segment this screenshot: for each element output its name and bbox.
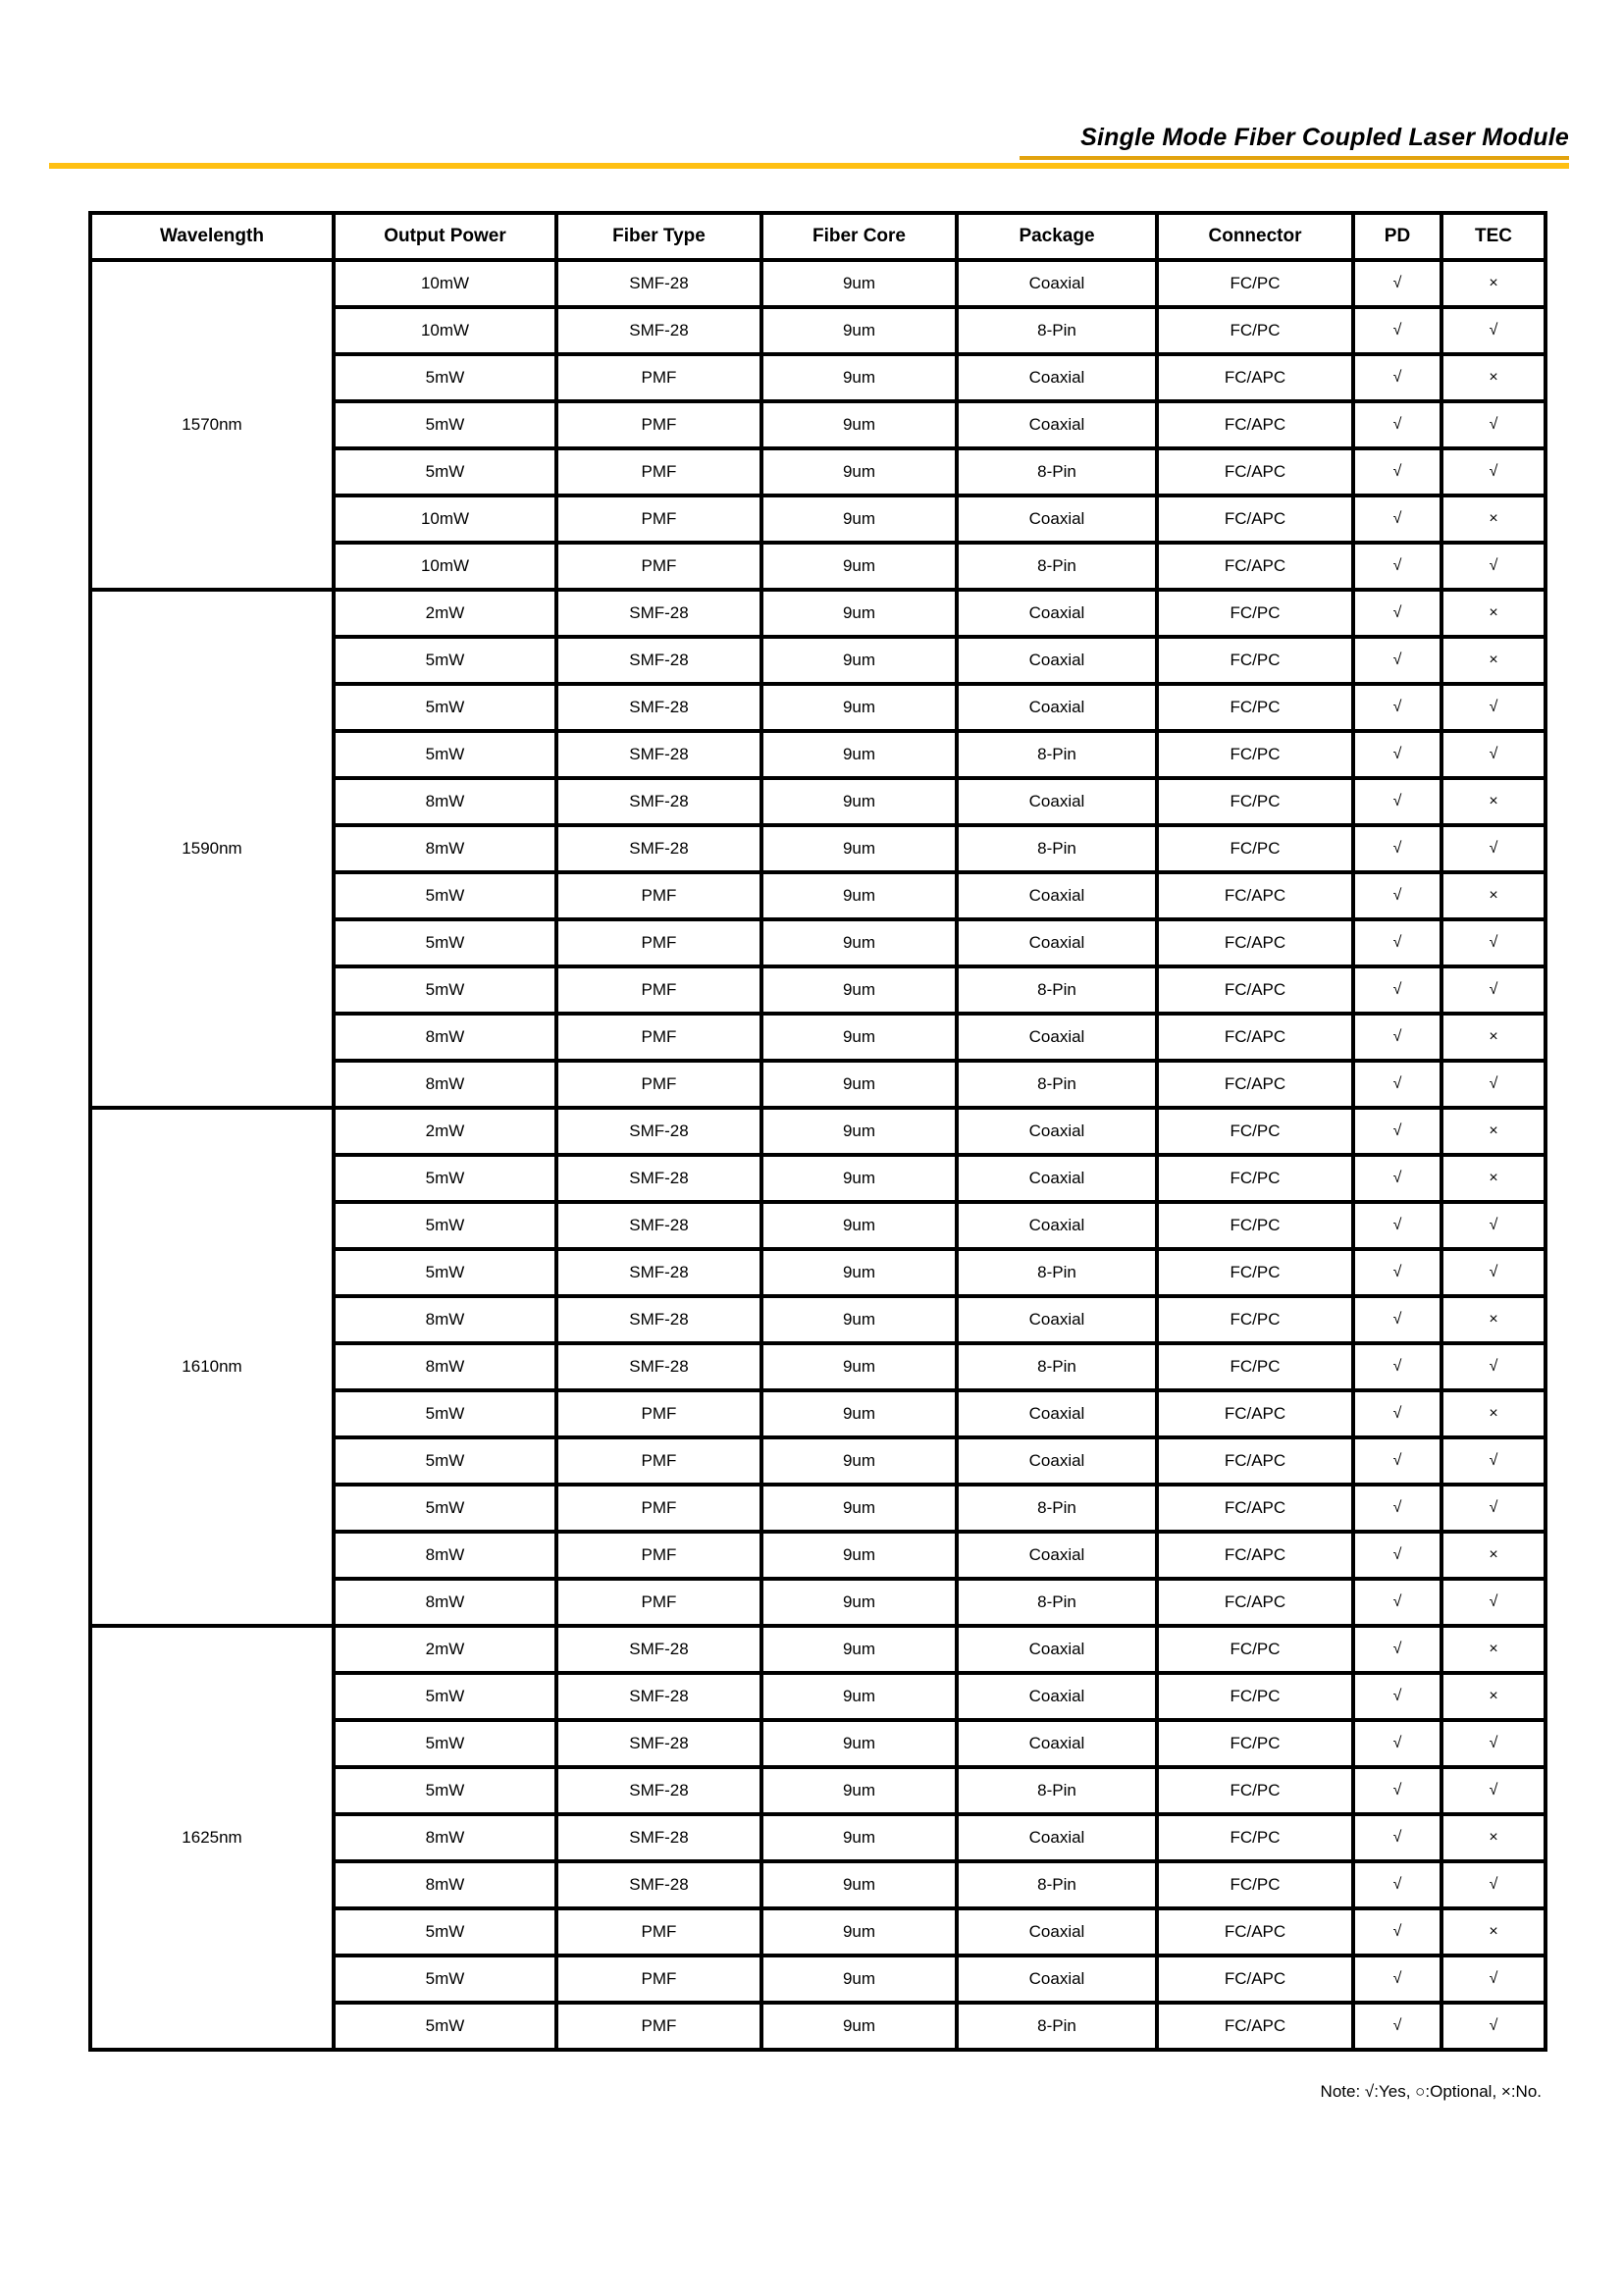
cell-fiber-core: 9um xyxy=(761,354,957,401)
cell-fiber-type: PMF xyxy=(556,1956,761,2003)
wavelength-cell: 1590nm xyxy=(90,590,334,1108)
cell-output-power: 5mW xyxy=(334,684,556,731)
cell-tec: √ xyxy=(1441,1061,1545,1108)
cell-connector: FC/APC xyxy=(1157,919,1353,966)
cell-connector: FC/PC xyxy=(1157,825,1353,872)
cell-package: Coaxial xyxy=(957,1908,1157,1956)
cell-connector: FC/PC xyxy=(1157,1155,1353,1202)
cell-connector: FC/APC xyxy=(1157,872,1353,919)
cell-fiber-core: 9um xyxy=(761,1485,957,1532)
cell-package: Coaxial xyxy=(957,1390,1157,1437)
cell-package: 8-Pin xyxy=(957,307,1157,354)
cell-tec: × xyxy=(1441,1626,1545,1673)
cell-package: Coaxial xyxy=(957,684,1157,731)
cell-package: Coaxial xyxy=(957,778,1157,825)
cell-fiber-type: SMF-28 xyxy=(556,1673,761,1720)
cell-fiber-type: PMF xyxy=(556,1579,761,1626)
cell-fiber-core: 9um xyxy=(761,1437,957,1485)
cell-tec: √ xyxy=(1441,1202,1545,1249)
wavelength-cell: 1625nm xyxy=(90,1626,334,2050)
cell-tec: √ xyxy=(1441,2003,1545,2050)
cell-output-power: 5mW xyxy=(334,872,556,919)
cell-output-power: 8mW xyxy=(334,1532,556,1579)
cell-connector: FC/APC xyxy=(1157,543,1353,590)
cell-package: Coaxial xyxy=(957,1532,1157,1579)
cell-pd: √ xyxy=(1353,1579,1441,1626)
cell-connector: FC/PC xyxy=(1157,684,1353,731)
page-horizontal-rule xyxy=(49,163,1569,169)
cell-output-power: 5mW xyxy=(334,1767,556,1814)
cell-fiber-type: SMF-28 xyxy=(556,1155,761,1202)
cell-fiber-type: SMF-28 xyxy=(556,1343,761,1390)
cell-package: Coaxial xyxy=(957,1720,1157,1767)
cell-connector: FC/PC xyxy=(1157,1720,1353,1767)
legend-note: Note: √:Yes, ○:Optional, ×:No. xyxy=(1320,2082,1542,2101)
cell-output-power: 2mW xyxy=(334,1626,556,1673)
cell-fiber-type: PMF xyxy=(556,496,761,543)
cell-tec: √ xyxy=(1441,401,1545,448)
table-row xyxy=(90,260,1545,307)
cell-fiber-type: SMF-28 xyxy=(556,731,761,778)
cell-fiber-core: 9um xyxy=(761,1579,957,1626)
cell-pd: √ xyxy=(1353,1343,1441,1390)
header-package: Package xyxy=(957,213,1157,260)
cell-fiber-core: 9um xyxy=(761,919,957,966)
cell-fiber-core: 9um xyxy=(761,637,957,684)
cell-output-power: 5mW xyxy=(334,966,556,1014)
cell-fiber-core: 9um xyxy=(761,872,957,919)
cell-output-power: 8mW xyxy=(334,1296,556,1343)
cell-fiber-core: 9um xyxy=(761,307,957,354)
cell-fiber-core: 9um xyxy=(761,401,957,448)
cell-fiber-type: PMF xyxy=(556,1390,761,1437)
cell-output-power: 8mW xyxy=(334,1061,556,1108)
cell-output-power: 5mW xyxy=(334,1155,556,1202)
cell-output-power: 10mW xyxy=(334,543,556,590)
header-fiber-type: Fiber Type xyxy=(556,213,761,260)
cell-output-power: 8mW xyxy=(334,1014,556,1061)
cell-package: 8-Pin xyxy=(957,1343,1157,1390)
spec-table-body xyxy=(90,260,1545,2050)
cell-output-power: 8mW xyxy=(334,1861,556,1908)
cell-tec: × xyxy=(1441,1108,1545,1155)
cell-tec: √ xyxy=(1441,1861,1545,1908)
cell-output-power: 5mW xyxy=(334,1437,556,1485)
cell-tec: √ xyxy=(1441,966,1545,1014)
cell-fiber-type: SMF-28 xyxy=(556,1108,761,1155)
header-fiber-core: Fiber Core xyxy=(761,213,957,260)
header-wavelength: Wavelength xyxy=(90,213,334,260)
cell-connector: FC/PC xyxy=(1157,1343,1353,1390)
cell-output-power: 5mW xyxy=(334,1249,556,1296)
cell-package: Coaxial xyxy=(957,872,1157,919)
cell-output-power: 8mW xyxy=(334,1343,556,1390)
cell-fiber-core: 9um xyxy=(761,1061,957,1108)
cell-tec: √ xyxy=(1441,1767,1545,1814)
cell-fiber-type: SMF-28 xyxy=(556,1249,761,1296)
cell-pd: √ xyxy=(1353,590,1441,637)
cell-package: 8-Pin xyxy=(957,448,1157,496)
cell-connector: FC/APC xyxy=(1157,1061,1353,1108)
cell-output-power: 8mW xyxy=(334,1579,556,1626)
cell-fiber-core: 9um xyxy=(761,1814,957,1861)
cell-output-power: 8mW xyxy=(334,825,556,872)
cell-fiber-core: 9um xyxy=(761,1673,957,1720)
cell-package: Coaxial xyxy=(957,1673,1157,1720)
cell-fiber-core: 9um xyxy=(761,1108,957,1155)
header-tec: TEC xyxy=(1441,213,1545,260)
cell-output-power: 5mW xyxy=(334,1908,556,1956)
cell-pd: √ xyxy=(1353,1249,1441,1296)
cell-tec: √ xyxy=(1441,919,1545,966)
cell-pd: √ xyxy=(1353,1861,1441,1908)
cell-fiber-type: PMF xyxy=(556,919,761,966)
cell-fiber-type: SMF-28 xyxy=(556,1626,761,1673)
cell-fiber-core: 9um xyxy=(761,966,957,1014)
cell-fiber-core: 9um xyxy=(761,1155,957,1202)
cell-connector: FC/APC xyxy=(1157,1908,1353,1956)
cell-fiber-type: PMF xyxy=(556,1014,761,1061)
cell-fiber-core: 9um xyxy=(761,1296,957,1343)
cell-fiber-type: PMF xyxy=(556,401,761,448)
cell-package: 8-Pin xyxy=(957,1767,1157,1814)
cell-connector: FC/APC xyxy=(1157,2003,1353,2050)
cell-pd: √ xyxy=(1353,1485,1441,1532)
laser-module-spec-table xyxy=(88,211,1547,2052)
table-row xyxy=(90,1626,1545,1673)
cell-pd: √ xyxy=(1353,307,1441,354)
cell-fiber-core: 9um xyxy=(761,1249,957,1296)
cell-pd: √ xyxy=(1353,1437,1441,1485)
cell-pd: √ xyxy=(1353,825,1441,872)
cell-fiber-type: PMF xyxy=(556,1061,761,1108)
cell-fiber-type: PMF xyxy=(556,872,761,919)
cell-connector: FC/APC xyxy=(1157,1437,1353,1485)
cell-package: Coaxial xyxy=(957,919,1157,966)
cell-fiber-core: 9um xyxy=(761,1202,957,1249)
cell-output-power: 8mW xyxy=(334,778,556,825)
cell-output-power: 2mW xyxy=(334,590,556,637)
cell-package: 8-Pin xyxy=(957,825,1157,872)
wavelength-cell: 1570nm xyxy=(90,260,334,590)
cell-tec: √ xyxy=(1441,825,1545,872)
cell-connector: FC/PC xyxy=(1157,1814,1353,1861)
cell-pd: √ xyxy=(1353,1014,1441,1061)
cell-connector: FC/PC xyxy=(1157,1767,1353,1814)
cell-package: 8-Pin xyxy=(957,731,1157,778)
cell-tec: √ xyxy=(1441,1343,1545,1390)
cell-tec: × xyxy=(1441,1814,1545,1861)
cell-tec: × xyxy=(1441,590,1545,637)
cell-output-power: 5mW xyxy=(334,1202,556,1249)
cell-package: 8-Pin xyxy=(957,966,1157,1014)
cell-output-power: 5mW xyxy=(334,354,556,401)
cell-fiber-type: SMF-28 xyxy=(556,1202,761,1249)
cell-fiber-core: 9um xyxy=(761,1956,957,2003)
cell-package: Coaxial xyxy=(957,354,1157,401)
cell-tec: √ xyxy=(1441,1956,1545,2003)
cell-connector: FC/PC xyxy=(1157,1202,1353,1249)
cell-fiber-type: SMF-28 xyxy=(556,1767,761,1814)
cell-pd: √ xyxy=(1353,1202,1441,1249)
cell-fiber-type: PMF xyxy=(556,354,761,401)
cell-pd: √ xyxy=(1353,778,1441,825)
cell-pd: √ xyxy=(1353,1390,1441,1437)
cell-fiber-core: 9um xyxy=(761,1343,957,1390)
cell-pd: √ xyxy=(1353,1532,1441,1579)
cell-fiber-type: SMF-28 xyxy=(556,1720,761,1767)
cell-package: 8-Pin xyxy=(957,1579,1157,1626)
cell-output-power: 5mW xyxy=(334,637,556,684)
cell-tec: √ xyxy=(1441,307,1545,354)
cell-pd: √ xyxy=(1353,2003,1441,2050)
header-output-power: Output Power xyxy=(334,213,556,260)
cell-tec: × xyxy=(1441,1390,1545,1437)
cell-output-power: 8mW xyxy=(334,1814,556,1861)
cell-fiber-core: 9um xyxy=(761,543,957,590)
table-header-row xyxy=(90,213,1545,260)
cell-connector: FC/APC xyxy=(1157,448,1353,496)
cell-pd: √ xyxy=(1353,543,1441,590)
cell-pd: √ xyxy=(1353,1767,1441,1814)
cell-connector: FC/APC xyxy=(1157,354,1353,401)
cell-pd: √ xyxy=(1353,401,1441,448)
cell-tec: × xyxy=(1441,637,1545,684)
cell-connector: FC/PC xyxy=(1157,731,1353,778)
cell-connector: FC/APC xyxy=(1157,1532,1353,1579)
cell-tec: √ xyxy=(1441,543,1545,590)
cell-pd: √ xyxy=(1353,637,1441,684)
cell-package: Coaxial xyxy=(957,260,1157,307)
cell-pd: √ xyxy=(1353,1061,1441,1108)
cell-connector: FC/APC xyxy=(1157,1390,1353,1437)
cell-fiber-core: 9um xyxy=(761,778,957,825)
cell-connector: FC/PC xyxy=(1157,1249,1353,1296)
cell-output-power: 5mW xyxy=(334,401,556,448)
cell-tec: √ xyxy=(1441,1437,1545,1485)
cell-fiber-type: PMF xyxy=(556,543,761,590)
cell-pd: √ xyxy=(1353,1956,1441,2003)
cell-package: 8-Pin xyxy=(957,2003,1157,2050)
cell-output-power: 2mW xyxy=(334,1108,556,1155)
header-pd: PD xyxy=(1353,213,1441,260)
cell-connector: FC/APC xyxy=(1157,1485,1353,1532)
page-title: Single Mode Fiber Coupled Laser Module xyxy=(1080,124,1569,151)
cell-output-power: 5mW xyxy=(334,1485,556,1532)
cell-connector: FC/APC xyxy=(1157,496,1353,543)
cell-tec: × xyxy=(1441,778,1545,825)
cell-fiber-type: PMF xyxy=(556,1908,761,1956)
cell-tec: × xyxy=(1441,1155,1545,1202)
cell-fiber-type: PMF xyxy=(556,1485,761,1532)
cell-tec: × xyxy=(1441,1908,1545,1956)
cell-pd: √ xyxy=(1353,684,1441,731)
cell-pd: √ xyxy=(1353,1908,1441,1956)
cell-package: Coaxial xyxy=(957,1296,1157,1343)
wavelength-cell: 1610nm xyxy=(90,1108,334,1626)
cell-fiber-core: 9um xyxy=(761,1390,957,1437)
cell-package: Coaxial xyxy=(957,401,1157,448)
cell-pd: √ xyxy=(1353,872,1441,919)
cell-pd: √ xyxy=(1353,1626,1441,1673)
cell-tec: √ xyxy=(1441,731,1545,778)
cell-pd: √ xyxy=(1353,1155,1441,1202)
cell-package: Coaxial xyxy=(957,496,1157,543)
cell-package: Coaxial xyxy=(957,1956,1157,2003)
cell-fiber-core: 9um xyxy=(761,590,957,637)
cell-output-power: 5mW xyxy=(334,1673,556,1720)
cell-tec: × xyxy=(1441,1296,1545,1343)
cell-fiber-core: 9um xyxy=(761,825,957,872)
cell-fiber-type: SMF-28 xyxy=(556,260,761,307)
cell-package: Coaxial xyxy=(957,1626,1157,1673)
cell-connector: FC/PC xyxy=(1157,1626,1353,1673)
cell-package: Coaxial xyxy=(957,1108,1157,1155)
cell-output-power: 5mW xyxy=(334,731,556,778)
cell-connector: FC/APC xyxy=(1157,1956,1353,2003)
cell-fiber-core: 9um xyxy=(761,1626,957,1673)
cell-fiber-type: SMF-28 xyxy=(556,1814,761,1861)
cell-tec: × xyxy=(1441,872,1545,919)
cell-tec: √ xyxy=(1441,1249,1545,1296)
cell-connector: FC/PC xyxy=(1157,590,1353,637)
cell-connector: FC/PC xyxy=(1157,1673,1353,1720)
cell-pd: √ xyxy=(1353,496,1441,543)
cell-fiber-type: SMF-28 xyxy=(556,307,761,354)
cell-connector: FC/PC xyxy=(1157,307,1353,354)
cell-fiber-type: SMF-28 xyxy=(556,1861,761,1908)
cell-pd: √ xyxy=(1353,448,1441,496)
cell-package: 8-Pin xyxy=(957,543,1157,590)
cell-fiber-core: 9um xyxy=(761,260,957,307)
cell-pd: √ xyxy=(1353,966,1441,1014)
cell-pd: √ xyxy=(1353,1673,1441,1720)
cell-package: Coaxial xyxy=(957,1014,1157,1061)
cell-output-power: 5mW xyxy=(334,1720,556,1767)
cell-package: Coaxial xyxy=(957,1437,1157,1485)
cell-fiber-core: 9um xyxy=(761,731,957,778)
cell-connector: FC/PC xyxy=(1157,1108,1353,1155)
table-row xyxy=(90,590,1545,637)
cell-pd: √ xyxy=(1353,354,1441,401)
cell-pd: √ xyxy=(1353,1720,1441,1767)
cell-fiber-type: SMF-28 xyxy=(556,1296,761,1343)
header-connector: Connector xyxy=(1157,213,1353,260)
cell-fiber-type: PMF xyxy=(556,2003,761,2050)
cell-fiber-type: SMF-28 xyxy=(556,684,761,731)
cell-output-power: 10mW xyxy=(334,307,556,354)
cell-tec: √ xyxy=(1441,684,1545,731)
cell-pd: √ xyxy=(1353,919,1441,966)
cell-package: 8-Pin xyxy=(957,1861,1157,1908)
cell-package: 8-Pin xyxy=(957,1061,1157,1108)
cell-tec: √ xyxy=(1441,1579,1545,1626)
cell-output-power: 5mW xyxy=(334,919,556,966)
cell-connector: FC/PC xyxy=(1157,778,1353,825)
cell-pd: √ xyxy=(1353,260,1441,307)
cell-package: 8-Pin xyxy=(957,1485,1157,1532)
cell-tec: × xyxy=(1441,1014,1545,1061)
table-header xyxy=(90,213,1545,260)
cell-fiber-core: 9um xyxy=(761,448,957,496)
cell-connector: FC/PC xyxy=(1157,1861,1353,1908)
cell-tec: × xyxy=(1441,260,1545,307)
cell-tec: × xyxy=(1441,496,1545,543)
cell-tec: √ xyxy=(1441,1720,1545,1767)
cell-pd: √ xyxy=(1353,731,1441,778)
cell-connector: FC/APC xyxy=(1157,966,1353,1014)
cell-tec: × xyxy=(1441,354,1545,401)
cell-fiber-type: SMF-28 xyxy=(556,778,761,825)
cell-tec: × xyxy=(1441,1532,1545,1579)
cell-package: Coaxial xyxy=(957,1202,1157,1249)
cell-connector: FC/PC xyxy=(1157,260,1353,307)
cell-pd: √ xyxy=(1353,1296,1441,1343)
cell-output-power: 5mW xyxy=(334,1956,556,2003)
cell-tec: √ xyxy=(1441,1485,1545,1532)
cell-connector: FC/APC xyxy=(1157,1014,1353,1061)
cell-package: Coaxial xyxy=(957,1814,1157,1861)
cell-package: 8-Pin xyxy=(957,1249,1157,1296)
cell-fiber-core: 9um xyxy=(761,1532,957,1579)
cell-connector: FC/APC xyxy=(1157,401,1353,448)
cell-fiber-core: 9um xyxy=(761,2003,957,2050)
cell-pd: √ xyxy=(1353,1108,1441,1155)
cell-fiber-core: 9um xyxy=(761,1767,957,1814)
cell-fiber-type: PMF xyxy=(556,966,761,1014)
cell-fiber-type: PMF xyxy=(556,1532,761,1579)
cell-fiber-type: PMF xyxy=(556,448,761,496)
cell-pd: √ xyxy=(1353,1814,1441,1861)
cell-fiber-type: SMF-28 xyxy=(556,825,761,872)
cell-tec: √ xyxy=(1441,448,1545,496)
cell-fiber-core: 9um xyxy=(761,496,957,543)
cell-package: Coaxial xyxy=(957,637,1157,684)
cell-connector: FC/PC xyxy=(1157,637,1353,684)
cell-output-power: 10mW xyxy=(334,260,556,307)
title-underline-rule xyxy=(1020,156,1569,160)
cell-output-power: 10mW xyxy=(334,496,556,543)
cell-output-power: 5mW xyxy=(334,448,556,496)
cell-output-power: 5mW xyxy=(334,2003,556,2050)
cell-fiber-core: 9um xyxy=(761,684,957,731)
cell-fiber-core: 9um xyxy=(761,1720,957,1767)
cell-package: Coaxial xyxy=(957,1155,1157,1202)
cell-tec: × xyxy=(1441,1673,1545,1720)
cell-fiber-type: SMF-28 xyxy=(556,637,761,684)
cell-connector: FC/APC xyxy=(1157,1579,1353,1626)
cell-fiber-core: 9um xyxy=(761,1014,957,1061)
cell-fiber-type: PMF xyxy=(556,1437,761,1485)
cell-fiber-core: 9um xyxy=(761,1861,957,1908)
cell-connector: FC/PC xyxy=(1157,1296,1353,1343)
cell-fiber-type: SMF-28 xyxy=(556,590,761,637)
cell-output-power: 5mW xyxy=(334,1390,556,1437)
cell-fiber-core: 9um xyxy=(761,1908,957,1956)
table-row xyxy=(90,1108,1545,1155)
cell-package: Coaxial xyxy=(957,590,1157,637)
